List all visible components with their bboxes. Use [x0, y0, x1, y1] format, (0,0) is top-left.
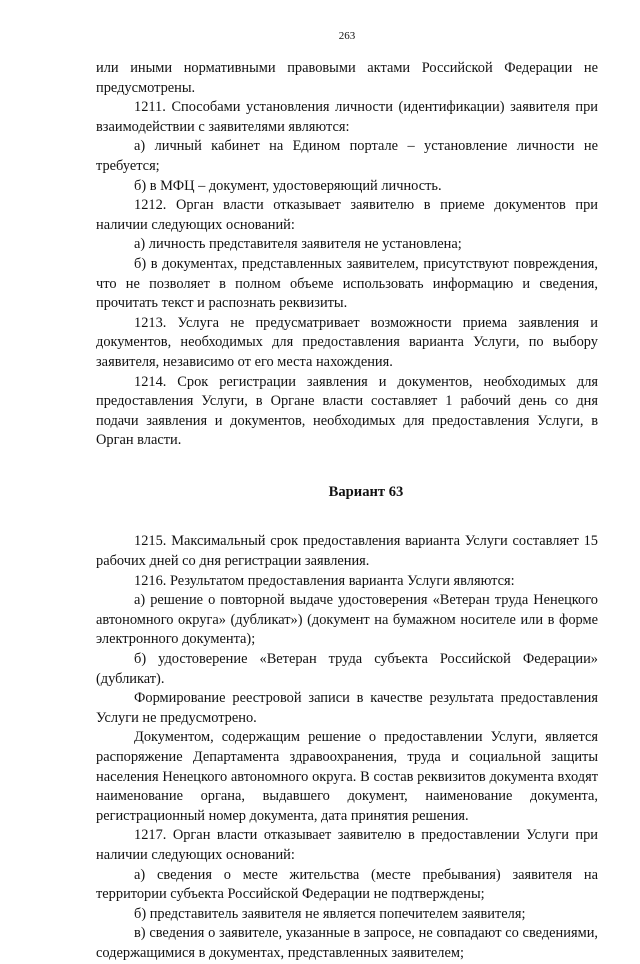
- section-heading: Вариант 63: [328, 483, 404, 500]
- paragraph: или иными нормативными правовыми актами Российской Федерации не предусмотрены.: [96, 60, 598, 96]
- paragraph: б) в МФЦ – документ, удостоверяющий личность.: [134, 177, 442, 194]
- paragraph: б) в документах, представленных заявителем, присутствуют повреждения, что не позволяет в полном объеме использовать информацию и сведения, прочитать текст и распознать реквизиты.: [96, 255, 598, 312]
- paragraph: а) личный кабинет на Едином портале – установление личности не требуется;: [96, 138, 598, 174]
- paragraph: 1216. Результатом предоставления варианта Услуги являются:: [134, 572, 515, 589]
- paragraph: а) решение о повторной выдаче удостоверения «Ветеран труда Ненецкого автономного округа» (дубликат») (документ на бумажном носителе или в форме электронного документа);: [96, 592, 598, 648]
- paragraph: Документом, содержащим решение о предоставлении Услуги, является распоряжение Департамента здравоохранения, труда и социальной защиты населения Ненецкого автономного округа. В состав реквизитов документа входят наименование органа, выдавшего документ, наименование документа, регистрационный номер документа, дата принятия решения.: [96, 729, 598, 824]
- paragraph: 1215. Максимальный срок предоставления варианта Услуги составляет 15 рабочих дней со дня регистрации заявления.: [96, 533, 598, 570]
- paragraph: 1217. Орган власти отказывает заявителю в предоставлении Услуги при наличии следующих оснований:: [96, 827, 598, 863]
- paragraph: в) сведения о заявителе, указанные в запросе, не совпадают со сведениями, содержащимися в документах, представленных заявителем;: [96, 925, 598, 961]
- page-number: 263: [338, 30, 356, 42]
- paragraph: 1214. Срок регистрации заявления и документов, необходимых для предоставления Услуги, в Органе власти составляет 1 рабочий день со дня подачи заявления и документов, необходимых для предоставления Услуги, в Орган власти.: [96, 373, 598, 449]
- paragraph: 1211. Способами установления личности (идентификации) заявителя при взаимодействии с заявителями являются:: [96, 99, 598, 135]
- paragraph: Формирование реестровой записи в качестве результата предоставления Услуги не предусмотрено.: [96, 690, 598, 726]
- paragraph: а) личность представителя заявителя не установлена;: [134, 236, 462, 253]
- paragraph: б) представитель заявителя не является попечителем заявителя;: [134, 905, 526, 922]
- paragraph: а) сведения о месте жительства (месте пребывания) заявителя на территории субъекта Российской Федерации не подтверждены;: [96, 866, 598, 903]
- paragraph: 1212. Орган власти отказывает заявителю в приеме документов при наличии следующих оснований:: [96, 197, 598, 233]
- paragraph: 1213. Услуга не предусматривает возможности приема заявления и документов, необходимых для предоставления варианта Услуги, по выбору заявителя, независимо от его места нахождения.: [96, 314, 598, 370]
- paragraph: б) удостоверение «Ветеран труда субъекта Российской Федерации» (дубликат).: [96, 651, 598, 687]
